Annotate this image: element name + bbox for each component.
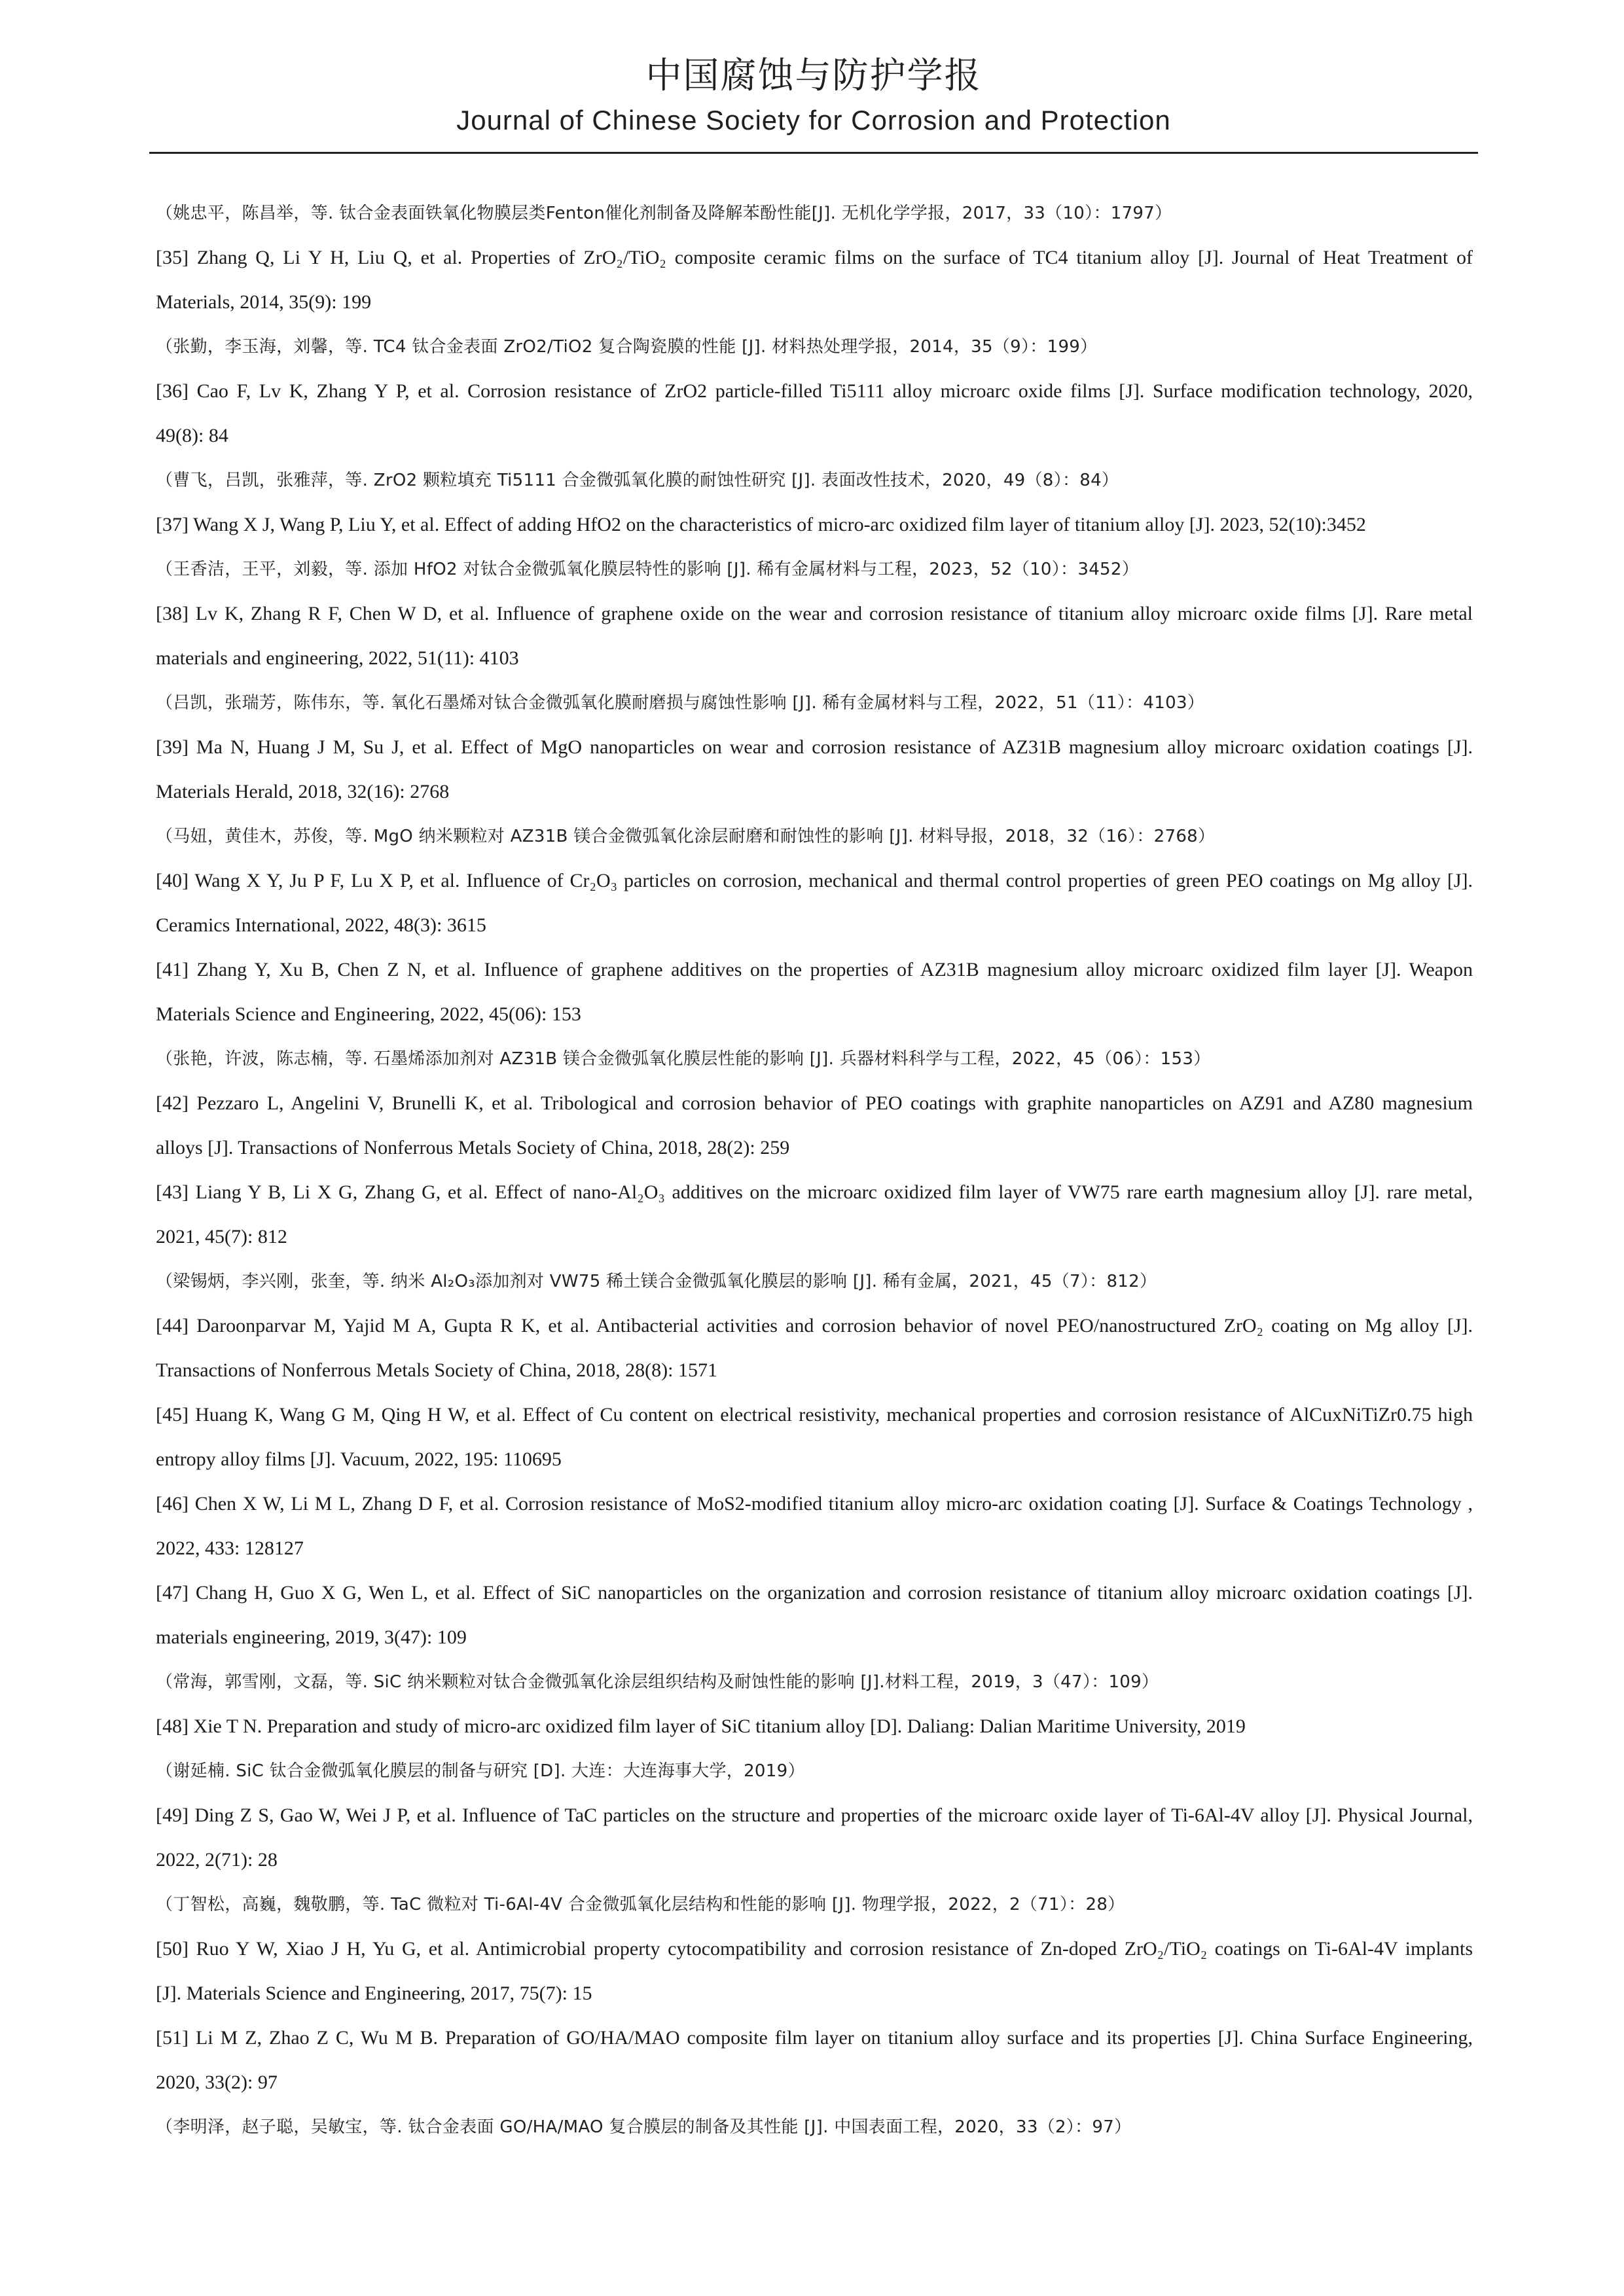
- reference-line: [J]. Materials Science and Engineering, 2017, 75(7): 15: [156, 1982, 592, 2004]
- reference-entry-ref-37-cn: [156, 547, 1473, 592]
- reference-line: [49] Ding Z S, Gao W, Wei J P, et al. Influence of TaC particles on the structure and properties of the microarc oxide layer of Ti-6Al-4V alloy [J]. Physical Journal,: [156, 1804, 1473, 1826]
- reference-line: 2022, 433: 128127: [156, 1537, 304, 1559]
- reference-line: materials and engineering, 2022, 51(11): 4103: [156, 647, 519, 669]
- reference-entry-ref-51-cn: [156, 2105, 1473, 2149]
- reference-translation-line: （李明泽，赵子聪，吴敏宝，等. 钛合金表面 GO/HA/MAO 复合膜层的制备及其性能 [J]. 中国表面工程，2020，33（2）：97）: [156, 2117, 1132, 2137]
- reference-translation-line: （张勤，李玉海，刘馨，等. TC4 钛合金表面 ZrO2/TiO2 复合陶瓷膜的性能 [J]. 材料热处理学报，2014，35（9）：199）: [156, 337, 1098, 357]
- reference-translation-line: （丁智松，高巍，魏敬鹏，等. TaC 微粒对 Ti-6Al-4V 合金微弧氧化层结构和性能的影响 [J]. 物理学报，2022，2（71）：28）: [156, 1895, 1125, 1914]
- reference-list: [156, 191, 1473, 2149]
- reference-translation-line: （梁锡炳，李兴刚，张奎，等. 纳米 Al₂O₃添加剂对 VW75 稀土镁合金微弧氧化膜层的影响 [J]. 稀有金属，2021，45（7）：812）: [156, 1272, 1157, 1291]
- header-rule: [149, 152, 1478, 154]
- reference-entry-ref-40: [156, 859, 1473, 948]
- reference-line: [39] Ma N, Huang J M, Su J, et al. Effect of MgO nanoparticles on wear and corrosion resistance of AZ31B magnesium alloy microarc oxidation coatings [J].: [156, 736, 1473, 758]
- running-header: [149, 51, 1478, 139]
- reference-line: Ceramics International, 2022, 48(3): 3615: [156, 914, 486, 936]
- reference-entry-ref-43: [156, 1170, 1473, 1259]
- reference-translation-line: （姚忠平，陈昌举，等. 钛合金表面铁氧化物膜层类Fenton催化剂制备及降解苯酚性能[J]. 无机化学学报，2017，33（10）：1797）: [156, 204, 1172, 223]
- reference-entry-ref-39-cn: [156, 814, 1473, 859]
- reference-translation-line: （马妞，黄佳木，苏俊，等. MgO 纳米颗粒对 AZ31B 镁合金微弧氧化涂层耐磨和耐蚀性的影响 [J]. 材料导报，2018，32（16）：2768）: [156, 827, 1216, 846]
- reference-line: 49(8): 84: [156, 425, 228, 446]
- reference-entry-ref-39: [156, 725, 1473, 814]
- reference-line: [42] Pezzaro L, Angelini V, Brunelli K, et al. Tribological and corrosion behavior of PEO coatings with graphite nanoparticles on AZ91 and AZ80 magnesium: [156, 1092, 1473, 1114]
- journal-title-english: Journal of Chinese Society for Corrosion and Protection: [456, 105, 1171, 135]
- reference-line: Materials Science and Engineering, 2022, 45(06): 153: [156, 1003, 581, 1025]
- reference-line: [38] Lv K, Zhang R F, Chen W D, et al. Influence of graphene oxide on the wear and corrosion resistance of titanium alloy microarc oxide films [J]. Rare metal: [156, 603, 1473, 624]
- reference-entry-ref-48-cn: [156, 1749, 1473, 1793]
- reference-entry-ref-42: [156, 1081, 1473, 1170]
- reference-entry-ref-36-cn: [156, 458, 1473, 503]
- reference-entry-ref-35-cn: [156, 325, 1473, 369]
- reference-line: [47] Chang H, Guo X G, Wen L, et al. Effect of SiC nanoparticles on the organization and corrosion resistance of titanium alloy microarc oxidation coatings [J].: [156, 1582, 1473, 1604]
- reference-line: [51] Li M Z, Zhao Z C, Wu M B. Preparation of GO/HA/MAO composite film layer on titanium alloy surface and its properties [J]. China Surface Engineering,: [156, 2027, 1473, 2049]
- reference-entry-ref-49: [156, 1793, 1473, 1882]
- reference-translation-line: （张艳，许波，陈志楠，等. 石墨烯添加剂对 AZ31B 镁合金微弧氧化膜层性能的影响 [J]. 兵器材料科学与工程，2022，45（06）：153）: [156, 1049, 1211, 1069]
- reference-line: 2021, 45(7): 812: [156, 1226, 287, 1247]
- reference-entry-ref-36: [156, 369, 1473, 458]
- reference-line: Materials, 2014, 35(9): 199: [156, 291, 372, 313]
- reference-line: 2022, 2(71): 28: [156, 1849, 278, 1871]
- reference-entry-ref-38-cn: [156, 681, 1473, 725]
- reference-entry-ref-43-cn: [156, 1259, 1473, 1304]
- reference-line: Transactions of Nonferrous Metals Society of China, 2018, 28(8): 1571: [156, 1359, 717, 1381]
- reference-line: [35] Zhang Q, Li Y H, Liu Q, et al. Properties of ZrO₂/TiO₂ composite ceramic films on the surface of TC4 titanium alloy [J]. Journal of Heat Treatment of: [156, 247, 1473, 268]
- reference-translation-line: （常海，郭雪刚，文磊，等. SiC 纳米颗粒对钛合金微弧氧化涂层组织结构及耐蚀性能的影响 [J].材料工程，2019，3（47）：109）: [156, 1672, 1159, 1692]
- reference-entry-ref-48: [156, 1704, 1473, 1749]
- reference-entry-ref-38: [156, 592, 1473, 681]
- reference-entry-ref-49-cn: [156, 1882, 1473, 1927]
- reference-line: [45] Huang K, Wang G M, Qing H W, et al. Effect of Cu content on electrical resistivity, mechanical properties and corrosion resistance of AlCuxNiTiZr0.75 high: [156, 1404, 1473, 1426]
- reference-line: materials engineering, 2019, 3(47): 109: [156, 1626, 467, 1648]
- reference-line: [40] Wang X Y, Ju P F, Lu X P, et al. Influence of Cr₂O₃ particles on corrosion, mechanical and thermal control properties of green PEO coatings on Mg alloy [J].: [156, 870, 1473, 891]
- reference-translation-line: （谢延楠. SiC 钛合金微弧氧化膜层的制备与研究 [D]. 大连：大连海事大学，2019）: [156, 1761, 805, 1781]
- reference-entry-ref-50: [156, 1927, 1473, 2016]
- reference-entry-ref-47: [156, 1571, 1473, 1660]
- reference-entry-ref-37: [156, 503, 1473, 547]
- reference-translation-line: （曹飞，吕凯，张雅萍，等. ZrO2 颗粒填充 Ti5111 合金微弧氧化膜的耐蚀性研究 [J]. 表面改性技术，2020，49（8）：84）: [156, 471, 1119, 490]
- reference-line: [37] Wang X J, Wang P, Liu Y, et al. Effect of adding HfO2 on the characteristics of micro-arc oxidized film layer of titanium alloy [J]. 2023, 52(10):3452: [156, 514, 1366, 535]
- reference-entry-ref-41-cn: [156, 1037, 1473, 1081]
- reference-translation-line: （王香洁，王平，刘毅，等. 添加 HfO2 对钛合金微弧氧化膜层特性的影响 [J]. 稀有金属材料与工程，2023，52（10）：3452）: [156, 560, 1140, 579]
- reference-line: [46] Chen X W, Li M L, Zhang D F, et al. Corrosion resistance of MoS2-modified titanium alloy micro-arc oxidation coating [J]. Surface & Coatings Technology ,: [156, 1493, 1473, 1515]
- reference-line: [36] Cao F, Lv K, Zhang Y P, et al. Corrosion resistance of ZrO2 particle-filled Ti5111 alloy microarc oxide films [J]. Surface modification technology, 2020,: [156, 380, 1473, 402]
- reference-translation-line: （吕凯，张瑞芳，陈伟东，等. 氧化石墨烯对钛合金微弧氧化膜耐磨损与腐蚀性影响 [J]. 稀有金属材料与工程，2022，51（11）：4103）: [156, 693, 1205, 713]
- reference-line: Materials Herald, 2018, 32(16): 2768: [156, 781, 450, 802]
- reference-line: alloys [J]. Transactions of Nonferrous Metals Society of China, 2018, 28(2): 259: [156, 1137, 790, 1158]
- reference-entry-ref-47-cn: [156, 1660, 1473, 1704]
- journal-title-chinese: 中国腐蚀与防护学报: [645, 54, 982, 96]
- reference-line: [50] Ruo Y W, Xiao J H, Yu G, et al. Antimicrobial property cytocompatibility and corrosion resistance of Zn-doped ZrO₂/TiO₂ coatings on Ti-6Al-4V implants: [156, 1938, 1473, 1960]
- reference-line: [48] Xie T N. Preparation and study of micro-arc oxidized film layer of SiC titanium alloy [D]. Daliang: Dalian Maritime University, 2019: [156, 1715, 1246, 1737]
- reference-line: 2020, 33(2): 97: [156, 2072, 278, 2093]
- reference-entry-ref-45: [156, 1393, 1473, 1482]
- reference-entry-ref-41: [156, 948, 1473, 1037]
- reference-entry-ref-51: [156, 2016, 1473, 2105]
- reference-entry-ref-46: [156, 1482, 1473, 1571]
- reference-line: [44] Daroonparvar M, Yajid M A, Gupta R K, et al. Antibacterial activities and corrosion behavior of novel PEO/nanostructured ZrO₂ coating on Mg alloy [J].: [156, 1315, 1473, 1336]
- reference-line: [41] Zhang Y, Xu B, Chen Z N, et al. Influence of graphene additives on the properties of AZ31B magnesium alloy microarc oxidized film layer [J]. Weapon: [156, 959, 1473, 980]
- reference-line: entropy alloy films [J]. Vacuum, 2022, 195: 110695: [156, 1448, 562, 1470]
- reference-entry-ref-35: [156, 236, 1473, 325]
- reference-line: [43] Liang Y B, Li X G, Zhang G, et al. Effect of nano-Al₂O₃ additives on the microarc oxidized film layer of VW75 rare earth magnesium alloy [J]. rare metal,: [156, 1181, 1473, 1203]
- reference-entry-ref-34-cn: [156, 191, 1473, 236]
- reference-entry-ref-44: [156, 1304, 1473, 1393]
